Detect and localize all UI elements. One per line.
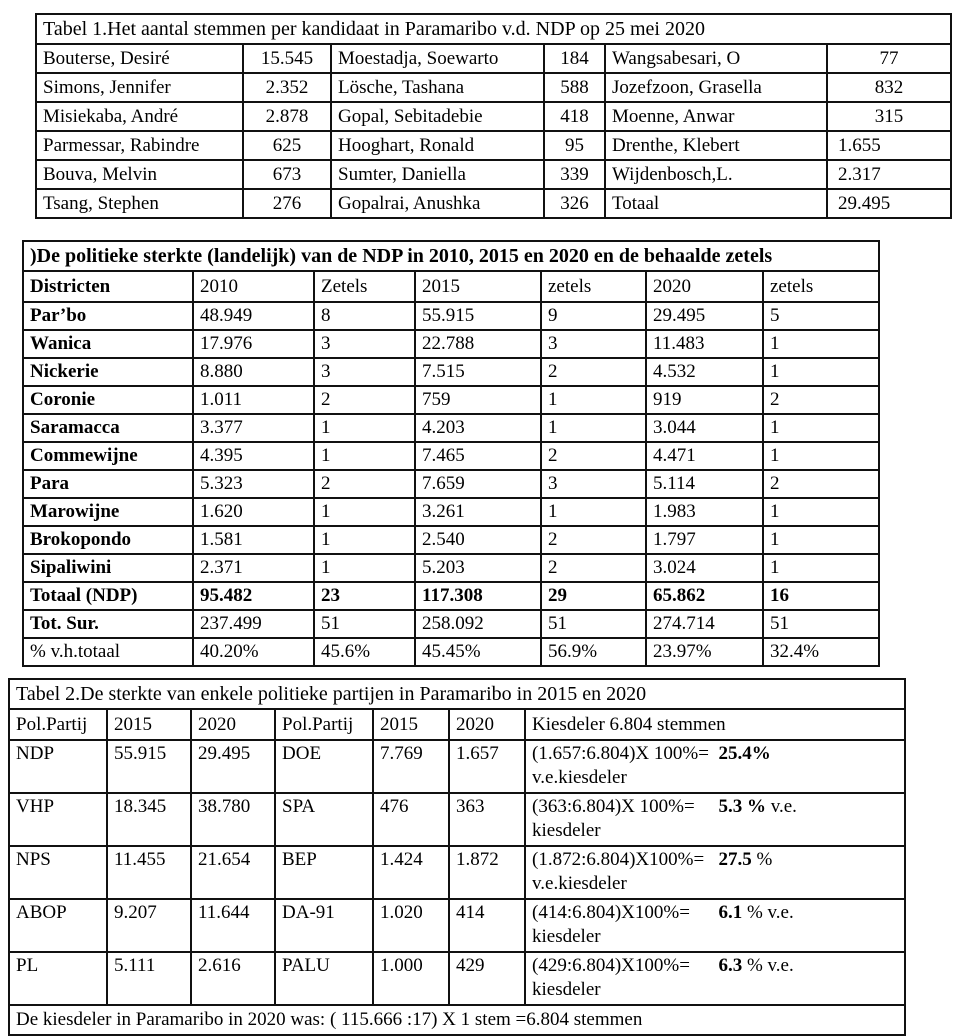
formula-text: kiesdeler [532, 926, 601, 947]
table-cell: PL [9, 952, 107, 1005]
table-cell: Sipaliwini [23, 554, 193, 582]
table-cell: 9 [541, 302, 646, 330]
table-cell: 2 [541, 554, 646, 582]
column-header: zetels [763, 271, 879, 302]
formula-text: kiesdeler [532, 979, 601, 1000]
table-cell: 1 [541, 414, 646, 442]
table-row [9, 793, 905, 846]
table-cell: Drenthe, Klebert [605, 131, 827, 160]
table-cell: 2 [763, 470, 879, 498]
table-cell: 4.395 [193, 442, 314, 470]
table-cell: NDP [9, 740, 107, 793]
table-cell: 1 [314, 526, 415, 554]
table-cell: Marowijne [23, 498, 193, 526]
formula-text: v.e.kiesdeler [532, 873, 627, 894]
table-header-row [9, 709, 905, 740]
table-cell: 476 [373, 793, 449, 846]
table-cell: 5.111 [107, 952, 191, 1005]
table-cell: 3 [541, 330, 646, 358]
formula-text: % [751, 849, 773, 870]
table-cell: 2.540 [415, 526, 541, 554]
table-cell: Gopalrai, Anushka [331, 189, 544, 218]
ndp-strength-table [22, 240, 880, 667]
table-cell: 117.308 [415, 582, 541, 610]
column-header: 2020 [449, 709, 525, 740]
table-cell: 4.203 [415, 414, 541, 442]
table-cell: Moestadja, Soewarto [331, 44, 544, 73]
formula-text: v.e. [765, 796, 797, 817]
table-cell: 15.545 [243, 44, 331, 73]
table-row [23, 638, 879, 666]
table-cell: 55.915 [415, 302, 541, 330]
table-cell: Simons, Jennifer [36, 73, 243, 102]
table-cell: 29.495 [191, 740, 275, 793]
table-row [23, 358, 879, 386]
table-cell: 29.495 [646, 302, 763, 330]
table-cell: 29 [541, 582, 646, 610]
table-cell: 1 [314, 554, 415, 582]
table-cell: Moenne, Anwar [605, 102, 827, 131]
table-cell: Par’bo [23, 302, 193, 330]
table-cell: 51 [763, 610, 879, 638]
table-cell: 2 [314, 386, 415, 414]
table-row [23, 526, 879, 554]
table-cell: % v.h.totaal [23, 638, 193, 666]
table-cell: Coronie [23, 386, 193, 414]
table-cell: 1.424 [373, 846, 449, 899]
table-cell: 832 [827, 73, 951, 102]
table-cell: 1 [314, 442, 415, 470]
column-header: 2020 [646, 271, 763, 302]
table-cell: 21.654 [191, 846, 275, 899]
formula-result: 6.1 [718, 902, 743, 923]
table-cell [525, 952, 905, 1005]
table-cell: 339 [544, 160, 605, 189]
table-row [23, 414, 879, 442]
table-cell: Parmessar, Rabindre [36, 131, 243, 160]
formula-text: (363:6.804)X 100%= [532, 796, 719, 817]
table-cell: Wangsabesari, O [605, 44, 827, 73]
table-cell: Bouva, Melvin [36, 160, 243, 189]
column-header: 2015 [373, 709, 449, 740]
table-cell: 184 [544, 44, 605, 73]
formula-text: (1.657:6.804)X 100%= [532, 743, 719, 764]
table1-title: Tabel 1.Het aantal stemmen per kandidaat in Paramaribo v.d. NDP op 25 mei 2020 [36, 14, 951, 44]
table-cell: 23 [314, 582, 415, 610]
table-row [23, 610, 879, 638]
table-row [9, 740, 905, 793]
table-cell: 363 [449, 793, 525, 846]
table-cell: Misiekaba, André [36, 102, 243, 131]
table-cell: 1.000 [373, 952, 449, 1005]
table-cell: 55.915 [107, 740, 191, 793]
table-cell: 1.011 [193, 386, 314, 414]
table-cell: 588 [544, 73, 605, 102]
table-cell: 1.983 [646, 498, 763, 526]
kiesdeler-note: De kiesdeler in Paramaribo in 2020 was: ( 115.666 :17) X 1 stem =6.804 stemmen [9, 1005, 905, 1035]
table-row [36, 102, 951, 131]
table-row [9, 899, 905, 952]
table-cell: 1.797 [646, 526, 763, 554]
column-header: Pol.Partij [9, 709, 107, 740]
table-cell: 2.371 [193, 554, 314, 582]
table-cell: 414 [449, 899, 525, 952]
table-cell: 1.655 [827, 131, 951, 160]
table-cell: 3 [314, 330, 415, 358]
table-row [23, 498, 879, 526]
table-cell: 45.45% [415, 638, 541, 666]
column-header: Districten [23, 271, 193, 302]
table-cell: Wanica [23, 330, 193, 358]
column-header: 2010 [193, 271, 314, 302]
column-header: 2020 [191, 709, 275, 740]
table-cell: 1 [763, 358, 879, 386]
table-cell: 1.657 [449, 740, 525, 793]
table-cell: Brokopondo [23, 526, 193, 554]
table-cell: 18.345 [107, 793, 191, 846]
table-cell: 2.878 [243, 102, 331, 131]
table-cell: 258.092 [415, 610, 541, 638]
table-title-row [36, 14, 951, 44]
table-cell: 1 [314, 498, 415, 526]
table-row [23, 442, 879, 470]
table-cell: 7.515 [415, 358, 541, 386]
formula-text: (429:6.804)X100%= [532, 955, 719, 976]
table-cell: 1 [763, 414, 879, 442]
table-cell: 3.377 [193, 414, 314, 442]
table-cell [525, 793, 905, 846]
table-cell: 429 [449, 952, 525, 1005]
table-cell: 9.207 [107, 899, 191, 952]
table-cell: Jozefzoon, Grasella [605, 73, 827, 102]
table-cell: 1 [763, 554, 879, 582]
formula-text: (414:6.804)X100%= [532, 902, 719, 923]
table-cell: Tsang, Stephen [36, 189, 243, 218]
table-cell: 8.880 [193, 358, 314, 386]
table-cell: Hooghart, Ronald [331, 131, 544, 160]
table-cell: 95.482 [193, 582, 314, 610]
formula-text: % v.e. [742, 955, 794, 976]
table-cell: Lösche, Tashana [331, 73, 544, 102]
table-cell: 7.659 [415, 470, 541, 498]
table-cell: 3.261 [415, 498, 541, 526]
party-strength-table [8, 678, 906, 1036]
table-cell: Totaal (NDP) [23, 582, 193, 610]
table-cell: DA-91 [275, 899, 373, 952]
table-cell: 2 [314, 470, 415, 498]
table-cell: Tot. Sur. [23, 610, 193, 638]
table-cell: 2 [541, 358, 646, 386]
formula-text: v.e.kiesdeler [532, 767, 627, 788]
table-cell: 5 [763, 302, 879, 330]
table-cell: 315 [827, 102, 951, 131]
table-cell: 2 [763, 386, 879, 414]
table-row [23, 330, 879, 358]
table-cell: 2.352 [243, 73, 331, 102]
table-cell: 29.495 [827, 189, 951, 218]
column-header: Pol.Partij [275, 709, 373, 740]
table-row [23, 386, 879, 414]
table-cell: 8 [314, 302, 415, 330]
table-row [23, 582, 879, 610]
table-row [36, 44, 951, 73]
table-cell: 23.97% [646, 638, 763, 666]
table-cell: 11.644 [191, 899, 275, 952]
table-cell: 11.455 [107, 846, 191, 899]
table-cell: 326 [544, 189, 605, 218]
table-cell: 32.4% [763, 638, 879, 666]
table-cell: 673 [243, 160, 331, 189]
table-cell: Saramacca [23, 414, 193, 442]
table-cell: 7.769 [373, 740, 449, 793]
table-cell: 95 [544, 131, 605, 160]
formula-text: kiesdeler [532, 820, 601, 841]
formula-result: 5.3 % [718, 796, 766, 817]
table-cell: 51 [314, 610, 415, 638]
table-cell: 40.20% [193, 638, 314, 666]
table-row [36, 73, 951, 102]
table-cell: 1 [763, 442, 879, 470]
column-header: Zetels [314, 271, 415, 302]
table-cell: 2.616 [191, 952, 275, 1005]
table-cell: 5.114 [646, 470, 763, 498]
table-cell: 51 [541, 610, 646, 638]
table2-title: )De politieke sterkte (landelijk) van de NDP in 2010, 2015 en 2020 en de behaalde zetels [23, 241, 879, 271]
table-cell: 3 [541, 470, 646, 498]
table-cell: 16 [763, 582, 879, 610]
table-cell: 2.317 [827, 160, 951, 189]
table-cell: SPA [275, 793, 373, 846]
table-cell: 3.044 [646, 414, 763, 442]
candidate-votes-table [35, 13, 952, 219]
table-cell: Wijdenbosch,L. [605, 160, 827, 189]
table-cell: 1 [541, 386, 646, 414]
table-cell: 77 [827, 44, 951, 73]
table-row [36, 160, 951, 189]
column-header: Kiesdeler 6.804 stemmen [525, 709, 905, 740]
table-row [9, 846, 905, 899]
table-row [36, 131, 951, 160]
table-row [23, 302, 879, 330]
table-row [36, 189, 951, 218]
table-cell: 1 [763, 498, 879, 526]
column-header: zetels [541, 271, 646, 302]
table-cell: 7.465 [415, 442, 541, 470]
table-row [23, 470, 879, 498]
table-cell [525, 846, 905, 899]
table-cell: 919 [646, 386, 763, 414]
table-cell: VHP [9, 793, 107, 846]
table-cell: 22.788 [415, 330, 541, 358]
table-cell: Totaal [605, 189, 827, 218]
table-row [9, 952, 905, 1005]
table-cell: 237.499 [193, 610, 314, 638]
table-cell [525, 740, 905, 793]
table-cell: 56.9% [541, 638, 646, 666]
table-cell: PALU [275, 952, 373, 1005]
table-cell: Commewijne [23, 442, 193, 470]
table-cell: Gopal, Sebitadebie [331, 102, 544, 131]
table-cell: 5.323 [193, 470, 314, 498]
table-cell: ABOP [9, 899, 107, 952]
table-cell: 1.581 [193, 526, 314, 554]
table-cell: 1 [541, 498, 646, 526]
table-cell: 5.203 [415, 554, 541, 582]
table-cell: 4.532 [646, 358, 763, 386]
table-header-row [23, 271, 879, 302]
table-cell: 274.714 [646, 610, 763, 638]
table-cell: DOE [275, 740, 373, 793]
table-cell: 759 [415, 386, 541, 414]
table-cell: Bouterse, Desiré [36, 44, 243, 73]
table-cell: 3 [314, 358, 415, 386]
table-cell: NPS [9, 846, 107, 899]
table-cell: Nickerie [23, 358, 193, 386]
table-cell: 1 [763, 526, 879, 554]
table-cell: 2 [541, 526, 646, 554]
table-cell: 38.780 [191, 793, 275, 846]
formula-result: 27.5 [718, 849, 752, 870]
table-cell: 276 [243, 189, 331, 218]
column-header: 2015 [107, 709, 191, 740]
table-cell [525, 899, 905, 952]
table-title-row [23, 241, 879, 271]
table-cell: 1.620 [193, 498, 314, 526]
column-header: 2015 [415, 271, 541, 302]
table-cell: 11.483 [646, 330, 763, 358]
table-cell: 1.872 [449, 846, 525, 899]
table3-title: Tabel 2.De sterkte van enkele politieke partijen in Paramaribo in 2015 en 2020 [9, 679, 905, 709]
table-cell: 1 [314, 414, 415, 442]
table-cell: Para [23, 470, 193, 498]
formula-text: (1.872:6.804)X100%= [532, 849, 719, 870]
table-cell: 2 [541, 442, 646, 470]
table-cell: 3.024 [646, 554, 763, 582]
formula-result: 25.4% [718, 743, 771, 764]
table-cell: 1.020 [373, 899, 449, 952]
table-cell: 625 [243, 131, 331, 160]
table-cell: BEP [275, 846, 373, 899]
table-row [23, 554, 879, 582]
table-cell: 4.471 [646, 442, 763, 470]
table-cell: 65.862 [646, 582, 763, 610]
table-footer-row [9, 1005, 905, 1035]
table-cell: 45.6% [314, 638, 415, 666]
table-cell: 1 [763, 330, 879, 358]
formula-result: 6.3 [718, 955, 743, 976]
table-title-row [9, 679, 905, 709]
table-cell: 48.949 [193, 302, 314, 330]
formula-text: % v.e. [742, 902, 794, 923]
table-cell: 418 [544, 102, 605, 131]
table-cell: Sumter, Daniella [331, 160, 544, 189]
table-cell: 17.976 [193, 330, 314, 358]
